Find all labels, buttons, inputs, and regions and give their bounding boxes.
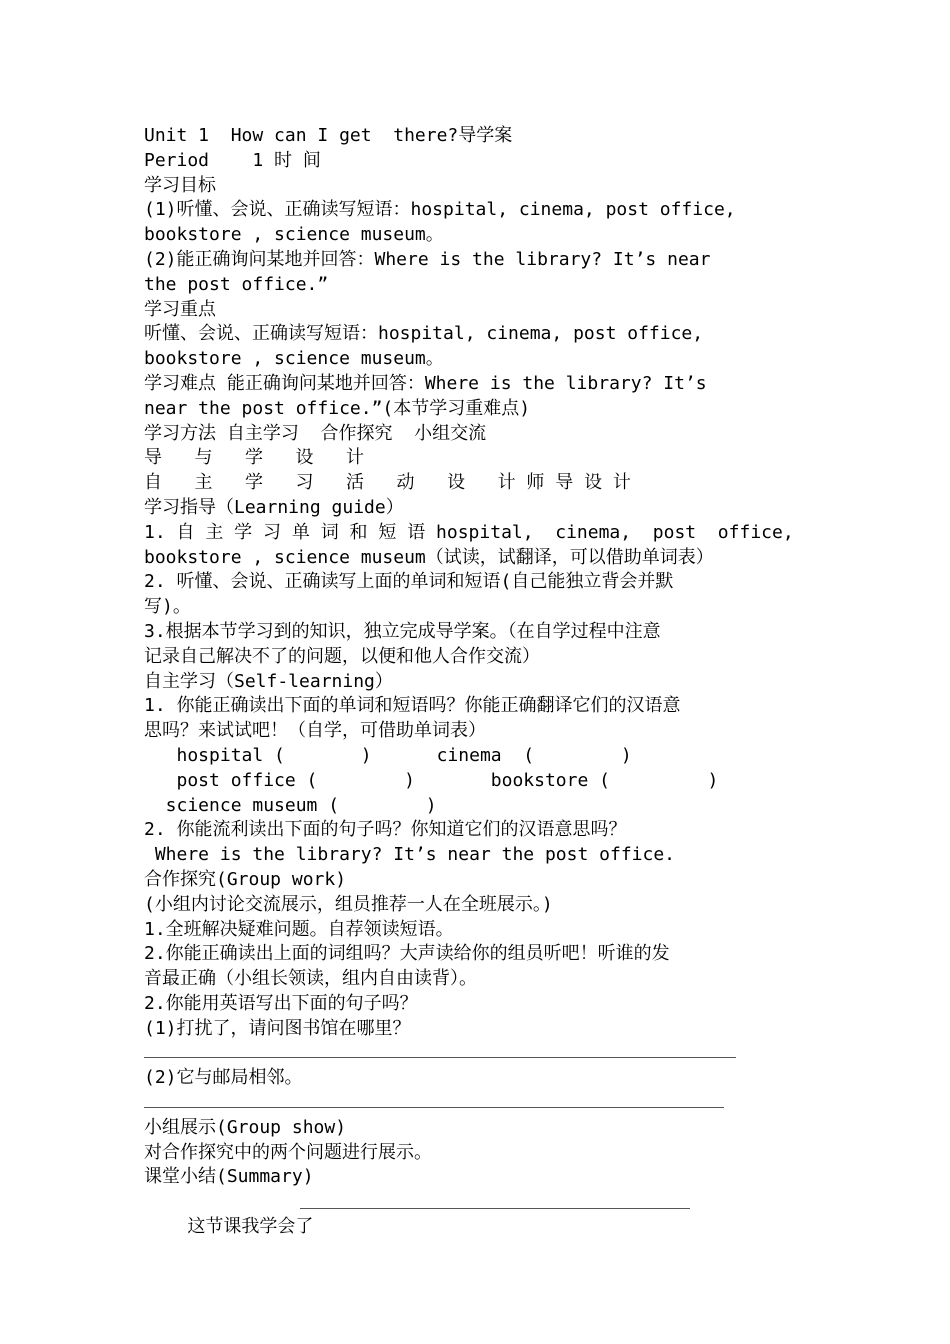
guide-3-line-2: 记录自己解决不了的问题，以便和他人合作交流） bbox=[144, 645, 540, 667]
self-1-line-1: 1. 你能正确读出下面的单词和短语吗？你能正确翻译它们的汉语意 bbox=[144, 695, 681, 717]
guide-heading: 学习指导（Learning guide） bbox=[144, 496, 404, 518]
group-work-note: (小组内讨论交流展示，组员推荐一人在全班展示。) bbox=[144, 893, 553, 915]
summary-line bbox=[144, 1190, 809, 1238]
words-row-1: hospital ( ) cinema ( ) bbox=[144, 744, 632, 766]
group-show-heading: 小组展示(Group show) bbox=[144, 1116, 347, 1138]
question-1: (1)打扰了，请问图书馆在哪里？ bbox=[144, 1017, 411, 1039]
difficulty-line-2: near the post office.”(本节学习重难点) bbox=[144, 397, 531, 419]
period-line: Period 1 时 间 bbox=[144, 149, 321, 171]
summary-text: 这节课我学会了 bbox=[187, 1216, 314, 1238]
guide-2-line-1: 2. 听懂、会说、正确读写上面的单词和短语(自己能独立背会并默 bbox=[144, 571, 674, 593]
group-3-line: 2.你能用英语写出下面的句子吗？ bbox=[144, 992, 418, 1014]
guide-3-line-1: 3.根据本节学习到的知识，独立完成导学案。（在自学过程中注意 bbox=[144, 620, 661, 642]
goal-1-line-1: (1)听懂、会说、正确读写短语：hospital, cinema, post office, bbox=[144, 199, 736, 221]
guide-1-line-1: 1. 自 主 学 习 单 词 和 短 语 hospital, cinema, post office, bbox=[144, 521, 794, 543]
self-learning-heading: 自主学习（Self-learning） bbox=[144, 670, 393, 692]
group-work-heading: 合作探究(Group work) bbox=[144, 868, 347, 890]
answer-line-2[interactable] bbox=[144, 1091, 809, 1116]
goal-1-line-2: bookstore , science museum。 bbox=[144, 224, 444, 246]
self-2-sentence: Where is the library? It’s near the post office. bbox=[144, 844, 676, 866]
difficulty-line-1: 学习难点 能正确询问某地并回答：Where is the library? It’s bbox=[144, 372, 707, 394]
group-show-text: 对合作探究中的两个问题进行展示。 bbox=[144, 1141, 432, 1163]
design-heading: 导 与 学 设 计 bbox=[144, 447, 365, 469]
focus-line-1: 听懂、会说、正确读写短语：hospital, cinema, post office, bbox=[144, 323, 704, 345]
goals-heading: 学习目标 bbox=[144, 174, 216, 196]
focus-heading: 学习重点 bbox=[144, 298, 216, 320]
worksheet bbox=[144, 124, 809, 1238]
goal-2-line-1: (2)能正确询问某地并回答：Where is the library? It’s near bbox=[144, 248, 711, 270]
words-row-3: science museum ( ) bbox=[144, 794, 437, 816]
design-subheading: 自 主 学 习 活 动 设 计 师 导 设 计 bbox=[144, 472, 631, 494]
self-1-line-2: 思吗？来试试吧！（自学，可借助单词表） bbox=[144, 720, 486, 742]
guide-1-line-2: bookstore , science museum（试读，试翻译，可以借助单词表） bbox=[144, 546, 714, 568]
method-line: 学习方法 自主学习 合作探究 小组交流 bbox=[144, 422, 487, 444]
answer-line-1[interactable] bbox=[144, 1041, 809, 1066]
summary-heading: 课堂小结(Summary) bbox=[144, 1166, 314, 1188]
document-title: Unit 1 How can I get there?导学案 bbox=[144, 125, 513, 146]
self-2-line: 2. 你能流利读出下面的句子吗？你知道它们的汉语意思吗？ bbox=[144, 819, 627, 841]
summary-answer-line[interactable] bbox=[300, 1208, 690, 1209]
focus-line-2: bookstore , science museum。 bbox=[144, 348, 444, 370]
guide-2-line-2: 写)。 bbox=[144, 596, 191, 618]
group-2-line-2: 音最正确（小组长领读，组内自由读背）。 bbox=[144, 968, 477, 990]
question-2: (2)它与邮局相邻。 bbox=[144, 1067, 303, 1089]
group-1-line: 1.全班解决疑难问题。自荐领读短语。 bbox=[144, 918, 454, 940]
group-2-line-1: 2.你能正确读出上面的词组吗？大声读给你的组员听吧！听谁的发 bbox=[144, 943, 670, 965]
goal-2-line-2: the post office.” bbox=[144, 273, 329, 295]
words-row-2: post office ( ) bookstore ( ) bbox=[144, 769, 719, 791]
